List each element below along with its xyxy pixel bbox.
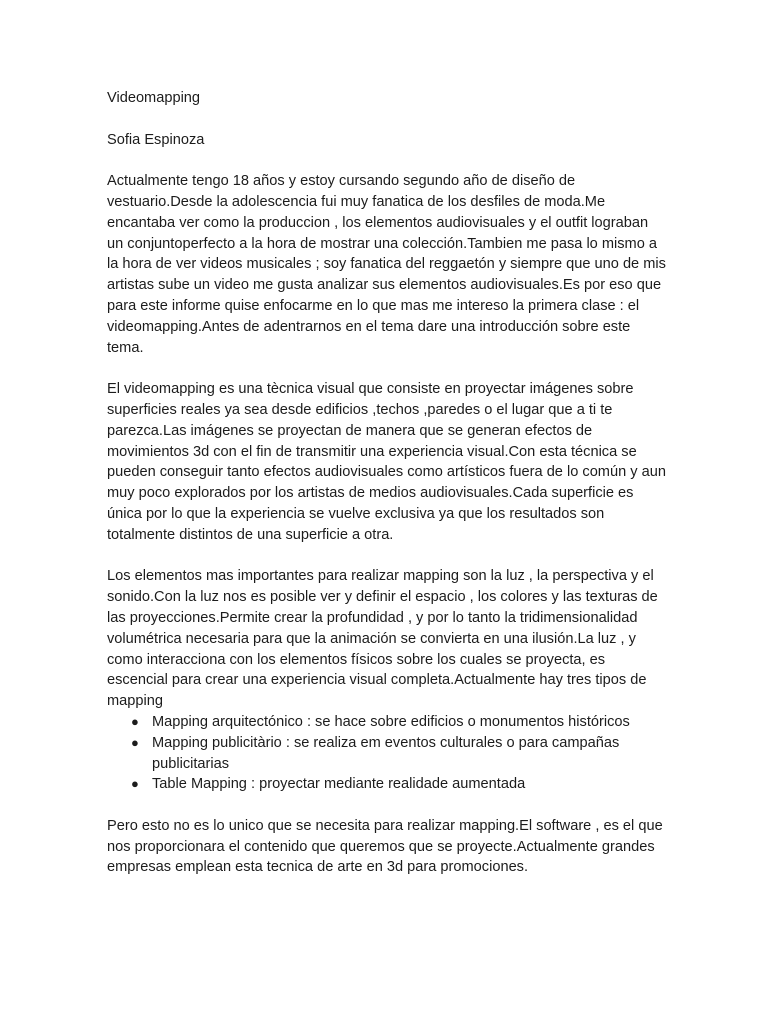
paragraph-software: Pero esto no es lo unico que se necesita para realizar mapping.El software , es el que nos proporcionara el contenido que queremos que se proyecte.Actualmente grandes empresas emplean esta tecnica de arte en 3d para promociones. [107, 817, 663, 876]
paragraph-intro: Actualmente tengo 18 años y estoy cursando segundo año de diseño de vestuario.Desde la adolescencia fui muy fanatica de los desfiles de moda.Me encantaba ver como la produccion , los elementos audiovisuales y el outfit lograban un conjuntoperfecto a la hora de mostrar una colección.Tambien me pasa lo mismo a la hora de ver videos musicales ; soy fanatica del reggaetón y siempre que uno de mis artistas sube un video me gusta analizar sus elementos audiovisuales.Es por eso que para este informe quise enfocarme en lo que mas me intereso la primera clase : el videomapping.Antes de adentrarnos en el tema dare una introducción sobre este tema. [107, 173, 666, 356]
document-title: Videomapping [107, 90, 201, 106]
document-page [107, 88, 667, 899]
bullet-icon: ● [131, 776, 139, 792]
bullet-icon: ● [131, 734, 139, 750]
paragraph-definition: El videomapping es una tècnica visual que consiste en proyectar imágenes sobre superficies reales ya sea desde edificios ,techos ,paredes o el lugar que a ti te parezca.Las imágenes se proyectan de manera que se generan efectos de movimientos 3d con el fin de transmitir una experiencia visual.Con esta técnica se pueden conseguir tanto efectos audiovisuales como artísticos fuera de lo común y aun muy poco explorados por los artistas de medios audiovisuales.Cada superficie es única por lo que la experiencia se vuelve exclusiva ya que los resultados son totalmente distintos de una superficie a otra. [107, 381, 666, 543]
list-item-text: Table Mapping : proyectar mediante realidade aumentada [152, 776, 526, 793]
mapping-types-list [107, 712, 667, 795]
bullet-icon: ● [131, 713, 139, 729]
list-item-text: Mapping arquitectónico : se hace sobre edificios o monumentos históricos [152, 713, 630, 730]
list-item [107, 774, 667, 795]
list-item-text: Mapping publicitàrio : se realiza em eventos culturales o para campañas publicitarias [152, 734, 620, 772]
list-item [107, 712, 667, 733]
list-item [107, 733, 667, 775]
document-author: Sofia Espinoza [107, 131, 205, 148]
paragraph-elements: Los elementos mas importantes para realizar mapping son la luz , la perspectiva y el sonido.Con la luz nos es posible ver y definir el espacio , los colores y las texturas de las proyecciones.Permite crear la profundidad , y por lo tanto la tridimensionalidad volumétrica necesaria para que la animación se convierta en una ilusión.La luz , y como interacciona con los elementos físicos sobre los cuales se proyecta, es escencial para crear una experiencia visual completa.Actualmente hay tres tipos de mapping [107, 568, 658, 710]
